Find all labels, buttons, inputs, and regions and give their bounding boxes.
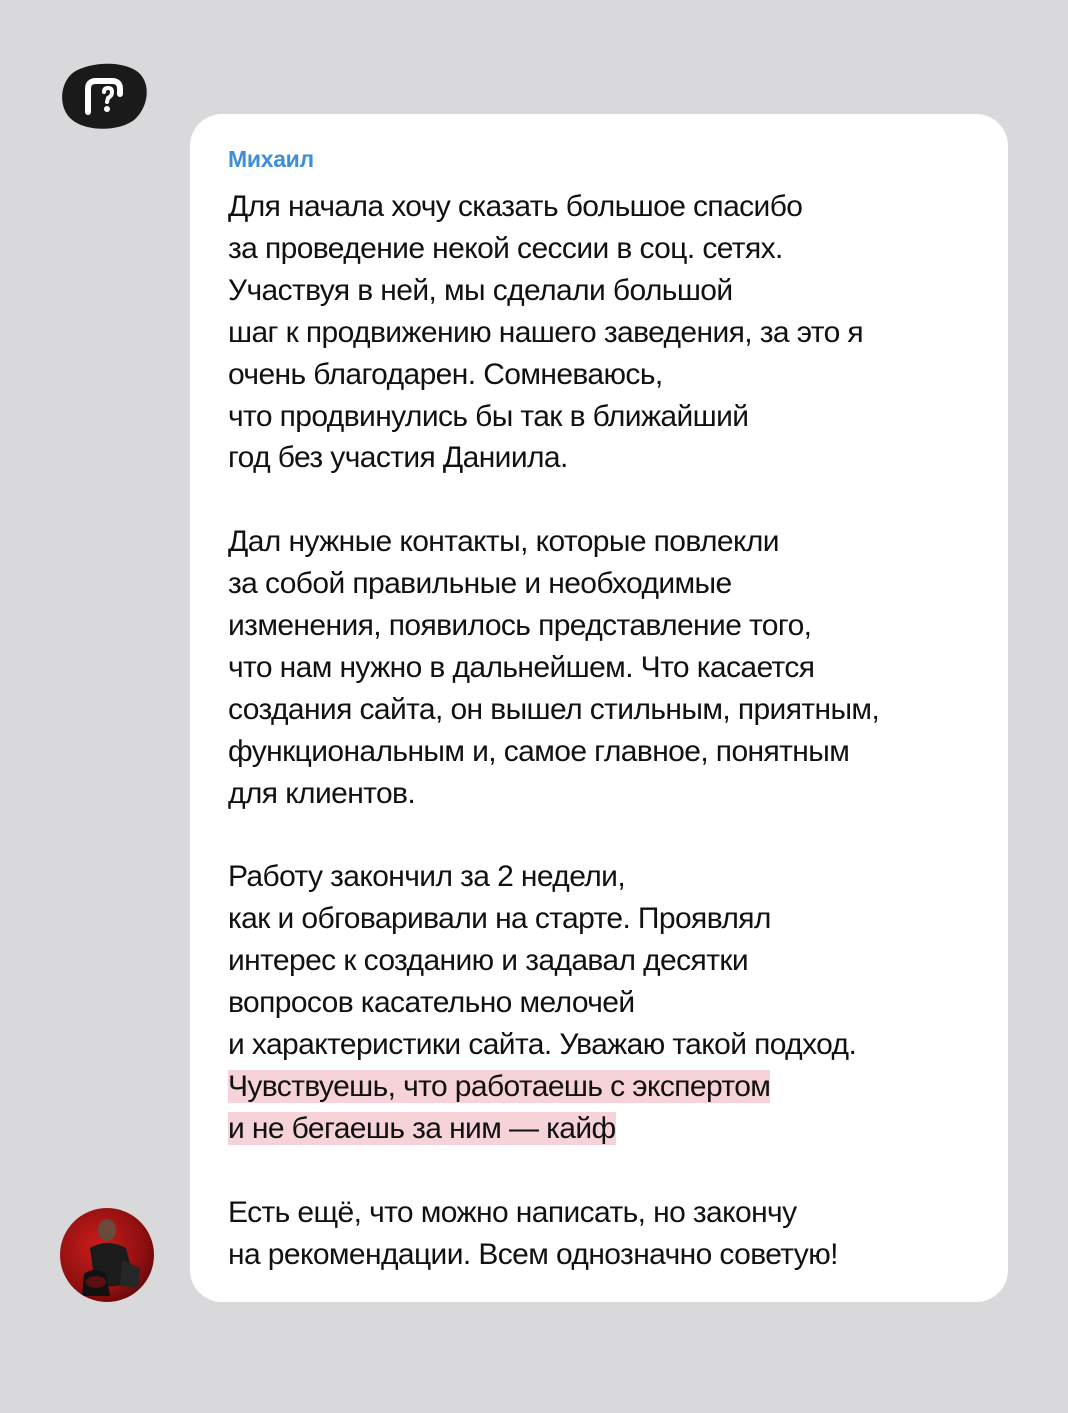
- text-line: Работу закончил за 2 недели,: [228, 860, 626, 894]
- message-bubble: [190, 114, 1008, 1302]
- text-highlight: и не бегаешь за ним — кайф: [228, 1111, 616, 1145]
- text-line: создания сайта, он вышел стильным, приятным,: [228, 692, 880, 726]
- text-line: год без участия Даниила.: [228, 441, 568, 475]
- text-line: Участвуя в ней, мы сделали большой: [228, 273, 733, 307]
- text-line: функциональным и, самое главное, понятным: [228, 734, 850, 768]
- text-line: что нам нужно в дальнейшем. Что касается: [228, 650, 815, 684]
- text-line: для клиентов.: [228, 776, 416, 810]
- message-paragraph-1: [228, 186, 988, 479]
- message-paragraph-3: [228, 856, 988, 1149]
- text-line: и характеристики сайта. Уважаю такой подход.: [228, 1028, 857, 1062]
- highlighted-line: [228, 1066, 988, 1108]
- text-line: изменения, появилось представление того,: [228, 609, 812, 643]
- text-line: Для начала хочу сказать большое спасибо: [228, 190, 803, 223]
- text-line: очень благодарен. Сомневаюсь,: [228, 357, 663, 391]
- text-line: Есть ещё, что можно написать, но закончу: [228, 1195, 797, 1229]
- text-line: интерес к созданию и задавал десятки: [228, 944, 749, 978]
- user-avatar-icon: [60, 1208, 154, 1302]
- message-paragraph-2: [228, 521, 988, 814]
- text-line: за проведение некой сессии в соц. сетях.: [228, 231, 783, 265]
- message-paragraph-4: [228, 1192, 988, 1276]
- message-text: [228, 186, 988, 1276]
- sender-name[interactable]: Михаил: [228, 146, 314, 172]
- text-line: за собой правильные и необходимые: [228, 567, 732, 601]
- text-line: вопросов касательно мелочей: [228, 986, 635, 1020]
- brand-logo-icon: [60, 62, 148, 130]
- text-line: как и обговаривали на старте. Проявлял: [228, 902, 771, 936]
- highlighted-line: [228, 1108, 988, 1150]
- text-highlight: Чувствуешь, что работаешь с экспертом: [228, 1070, 771, 1103]
- text-line: что продвинулись бы так в ближайший: [228, 399, 749, 433]
- sender-avatar[interactable]: [60, 1208, 154, 1302]
- text-line: Дал нужные контакты, которые повлекли: [228, 525, 779, 559]
- text-line: шаг к продвижению нашего заведения, за это я: [228, 315, 864, 349]
- text-line: на рекомендации. Всем однозначно советую!: [228, 1237, 838, 1271]
